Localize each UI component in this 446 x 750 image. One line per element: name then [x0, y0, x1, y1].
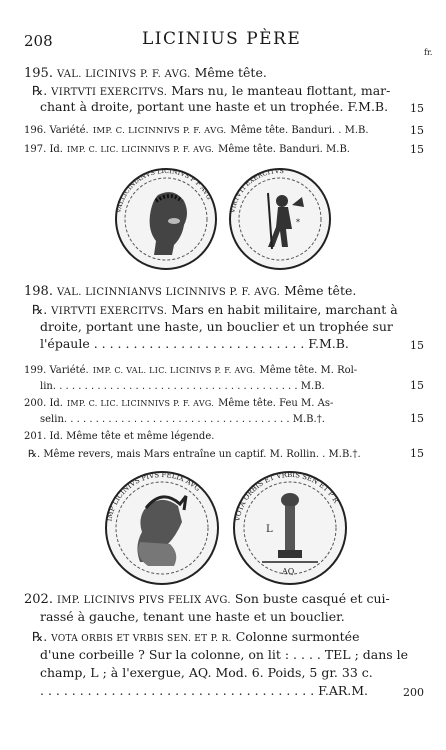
entry-196-value: 15	[410, 124, 424, 137]
entry-199-line-2: lin. . . . . . . . . . . . . . . . . . . . . . . . . . . . . . . . . . . . . . . M.B.	[40, 381, 325, 392]
svg-text:*: *	[296, 218, 300, 227]
coin-legend: VALLICINIANVS LICINIVS P F AVG	[114, 167, 214, 214]
entry-201-line-2: ℞. Même revers, mais Mars entraîne un captif. M. Rollin. . M.B.†.	[28, 449, 361, 460]
entry-199-line-1: 199. Variété. IMP. C. VAL. LIC. LICINIVS P. F. AVG. Même tête. M. Rol-	[24, 365, 358, 376]
coin-exergue: AQ	[282, 567, 295, 576]
entry-198-line-1: 198. VAL. LICINNIANVS LICINNIVS P. F. AVG. Même tête.	[24, 283, 357, 299]
entry-195-line-1: 195. VAL. LICINIVS P. F. AVG. Même tête.	[24, 65, 267, 81]
coin-legend: IMP LICINIVS PIVS FELIX AVG	[105, 470, 202, 522]
margin-note: fr.	[424, 48, 433, 57]
entry-202-line-6: . . . . . . . . . . . . . . . . . . . . . . . . . . . . . . . . . . . F.AR.M.	[40, 683, 369, 698]
entry-200-line-2: selin. . . . . . . . . . . . . . . . . . . . . . . . . . . . . . . . . . . . M.B.†.	[40, 414, 325, 425]
entry-198-value: 15	[410, 339, 424, 352]
coin-obverse-drawing-2	[104, 470, 220, 586]
entry-202-line-1: 202. IMP. LICINIVS PIVS FELIX AVG. Son buste casqué et cui-	[24, 591, 390, 607]
entry-195-line-2: ℞. VIRTVTI EXERCITVS. Mars nu, le manteau flottant, mar-	[32, 83, 391, 98]
entry-202-value: 200	[403, 686, 424, 699]
coin-legend: VIRTVTI EXERCITVS	[228, 167, 285, 214]
page-number: 208	[24, 32, 53, 50]
coin-field-letter: L	[266, 524, 273, 535]
coin-reverse-image-2	[232, 470, 348, 586]
entry-198-line-4: l'épaule . . . . . . . . . . . . . . . . . . . . . . . . . . . F.M.B.	[40, 336, 349, 351]
entry-201-value: 15	[410, 447, 424, 460]
coin-obverse-drawing	[114, 167, 218, 271]
entry-200-value: 15	[410, 412, 424, 425]
entry-198-line-2: ℞. VIRTVTI EXERCITVS. Mars en habit militaire, marchant à	[32, 302, 398, 317]
coin-reverse-drawing	[228, 167, 332, 271]
coin-reverse-drawing-2	[232, 470, 348, 586]
coin-obverse-image-2	[104, 470, 220, 586]
entry-196: 196. Variété. IMP. C. LICINNIVS P. F. AVG. Même tête. Banduri. . M.B.	[24, 125, 369, 136]
entry-198-line-3: droite, portant une haste, un bouclier et un trophée sur	[40, 319, 393, 334]
page-title: LICINIUS PÈRE	[142, 29, 302, 49]
entry-197-value: 15	[410, 143, 424, 156]
entry-202-line-3: ℞. VOTA ORBIS ET VRBIS SEN. ET P. R. Colonne surmontée	[32, 629, 360, 644]
entry-200-line-1: 200. Id. IMP. C. LIC. LICINNIVS P. F. AVG. Même tête. Feu M. As-	[24, 398, 334, 409]
entry-202-line-2: rassé à gauche, tenant une haste et un bouclier.	[40, 609, 345, 624]
entry-195-line-3: chant à droite, portant une haste et un trophée. F.M.B.	[40, 99, 389, 114]
entry-199-value: 15	[410, 379, 424, 392]
entry-197: 197. Id. IMP. C. LIC. LICINNIVS P. F. AVG. Même tête. Banduri. M.B.	[24, 144, 350, 155]
entry-202-line-4: d'une corbeille ? Sur la colonne, on lit : . . . . TEL ; dans le	[40, 647, 409, 662]
entry-195-value: 15	[410, 102, 424, 115]
entry-201-line-1: 201. Id. Même tête et même légende.	[24, 431, 215, 442]
coin-obverse-image	[114, 167, 218, 271]
coin-reverse-image	[228, 167, 332, 271]
entry-202-line-5: champ, L ; à l'exergue, AQ. Mod. 6. Poids, 5 gr. 33 c.	[40, 665, 373, 680]
coin-legend: VOTA ORBIS ET VRBIS SEN ET P R	[233, 470, 340, 522]
